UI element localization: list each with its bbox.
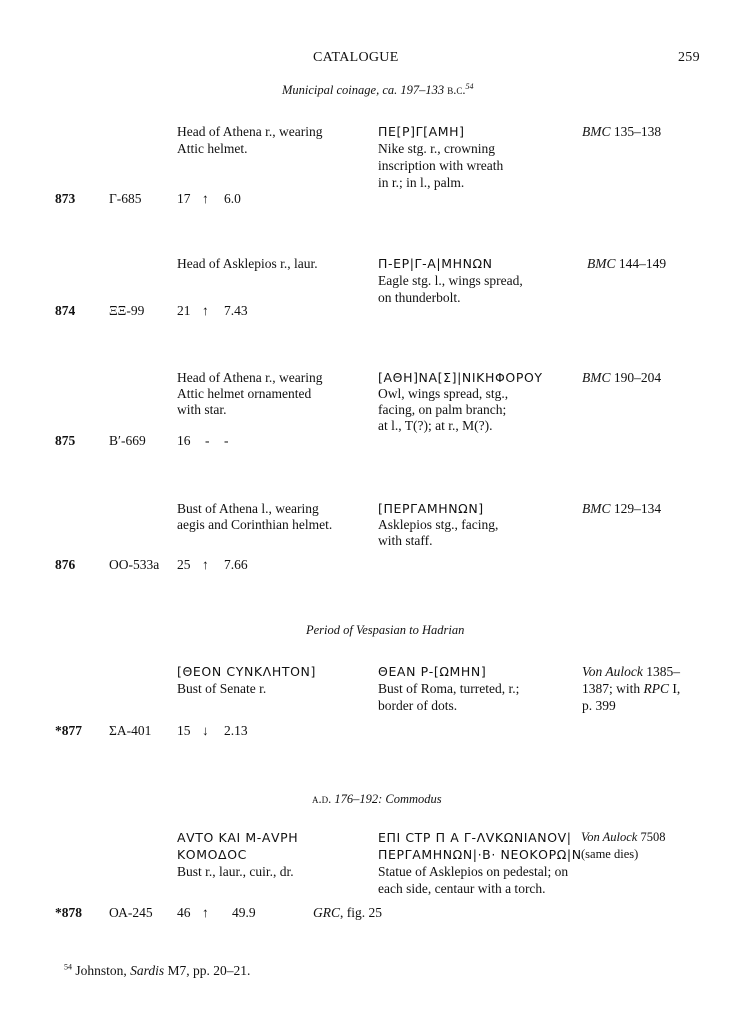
inventory-number: Β′-669 xyxy=(109,433,146,448)
obverse-legend: ΑVΤΟ ΚΑΙ Μ-ΑVΡΗ xyxy=(177,830,299,845)
reverse-line: facing, on palm branch; xyxy=(378,402,507,417)
reverse-line: Asklepios stg., facing, xyxy=(378,517,499,532)
reference: Von Aulock 7508 xyxy=(581,830,666,844)
weight: 49.9 xyxy=(232,905,256,920)
page-number: 259 xyxy=(678,50,700,65)
obverse-line: Attic helmet. xyxy=(177,141,248,156)
obverse-line: Head of Athena r., wearing xyxy=(177,124,323,139)
reverse-line: Bust of Roma, turreted, r.; xyxy=(378,681,520,696)
size: 17 xyxy=(177,191,191,206)
reverse-line: with staff. xyxy=(378,533,433,548)
obverse-line: aegis and Corinthian helmet. xyxy=(177,517,333,532)
obverse-line: Bust of Athena l., wearing xyxy=(177,501,319,516)
obverse-line: Bust r., laur., cuir., dr. xyxy=(177,864,294,879)
section-heading-vespasian: Period of Vespasian to Hadrian xyxy=(306,623,465,637)
reverse-legend: ΠΕ[Ρ]Γ[ΑΜΗ] xyxy=(378,124,465,139)
reverse-line: border of dots. xyxy=(378,698,458,713)
inventory-number: ΟΑ-245 xyxy=(109,905,153,920)
reverse-legend: [ΠΕΡΓΑΜΗΝΩΝ] xyxy=(378,501,484,516)
size: 25 xyxy=(177,557,191,572)
die-axis-arrow-icon: ↓ xyxy=(202,723,209,738)
entry-number: *877 xyxy=(55,723,82,738)
entry-number: 876 xyxy=(55,557,76,572)
reverse-legend: ΕΠΙ СΤΡ Π Α Γ-ΛVΚΩΝΙΑΝΟV| xyxy=(378,830,572,845)
reverse-legend: Π-ΕΡ|Γ-Α|ΜΗΝΩΝ xyxy=(378,256,493,271)
section-heading-commodus: a.d. 176–192: Commodus xyxy=(312,792,442,806)
inventory-number: ΣΑ-401 xyxy=(109,723,152,738)
entry-number: 874 xyxy=(55,303,76,318)
size: 16 xyxy=(177,433,191,448)
reference: BMC 190–204 xyxy=(582,370,662,385)
die-axis-arrow-icon: ↑ xyxy=(202,557,209,572)
entry-number: 873 xyxy=(55,191,76,206)
reference: BMC 135–138 xyxy=(582,124,662,139)
entry-number: *878 xyxy=(55,905,82,920)
obverse-legend: ΚΟΜΟΔΟC xyxy=(177,847,247,862)
reverse-line: Nike stg. r., crowning xyxy=(378,141,495,156)
weight: 2.13 xyxy=(224,723,248,738)
obverse-line: with star. xyxy=(177,402,227,417)
reverse-line: each side, centaur with a torch. xyxy=(378,881,546,896)
reference: Von Aulock 1385– xyxy=(582,664,680,679)
reverse-line: Eagle stg. l., wings spread, xyxy=(378,273,523,288)
reference-cont: p. 399 xyxy=(582,698,616,713)
die-axis-dash: - xyxy=(205,433,210,448)
footnote: $^{54}$ Johnston, Sardis M7, pp. 20–21. xyxy=(64,962,251,978)
size: 46 xyxy=(177,905,191,920)
section-heading-municipal: Municipal coinage, ca. 197–133 b.c.$^{54}$ xyxy=(282,81,474,97)
size: 15 xyxy=(177,723,191,738)
reverse-legend: [ΑΘΗ]ΝΑ[Σ]|ΝΙΚΗΦΟΡΟΥ xyxy=(378,370,543,385)
reference: BMC 144–149 xyxy=(587,256,667,271)
running-head-title: CATALOGUE xyxy=(313,50,399,65)
weight: 7.43 xyxy=(224,303,248,318)
reverse-legend: ΘΕΑΝ Ρ-[ΩΜΗΝ] xyxy=(378,664,487,679)
die-axis-arrow-icon: ↑ xyxy=(202,303,209,318)
reverse-line: inscription with wreath xyxy=(378,158,504,173)
die-axis-arrow-icon: ↑ xyxy=(202,191,209,206)
obverse-line: Attic helmet ornamented xyxy=(177,386,312,401)
weight: 7.66 xyxy=(224,557,248,572)
reverse-line: in r.; in l., palm. xyxy=(378,175,465,190)
obverse-line: Bust of Senate r. xyxy=(177,681,267,696)
reference: BMC 129–134 xyxy=(582,501,662,516)
obverse-legend: [ΘΕΟΝ CΥΝΚΛΗΤΟΝ] xyxy=(177,664,316,679)
inventory-number: Γ-685 xyxy=(109,191,142,206)
weight: - xyxy=(224,433,229,448)
die-axis-arrow-icon: ↑ xyxy=(202,905,209,920)
grc-reference: GRC, fig. 25 xyxy=(313,905,382,920)
reverse-line: on thunderbolt. xyxy=(378,290,461,305)
reverse-legend: ΠΕΡΓΑΜΗΝΩΝ|·Β· ΝΕΟΚΟΡΩ|Ν xyxy=(378,847,582,862)
obverse-line: Head of Athena r., wearing xyxy=(177,370,323,385)
inventory-number: ΞΞ-99 xyxy=(109,303,145,318)
entry-number: 875 xyxy=(55,433,76,448)
reverse-line: Statue of Asklepios on pedestal; on xyxy=(378,864,569,879)
obverse-line: Head of Asklepios r., laur. xyxy=(177,256,318,271)
reverse-line: at l., T(?); at r., M(?). xyxy=(378,418,493,433)
weight: 6.0 xyxy=(224,191,241,206)
reverse-line: Owl, wings spread, stg., xyxy=(378,386,509,401)
reference-cont: 1387; with RPC I, xyxy=(582,681,681,696)
reference-cont: (same dies) xyxy=(581,847,639,861)
size: 21 xyxy=(177,303,191,318)
inventory-number: ΟΟ-533a xyxy=(109,557,160,572)
